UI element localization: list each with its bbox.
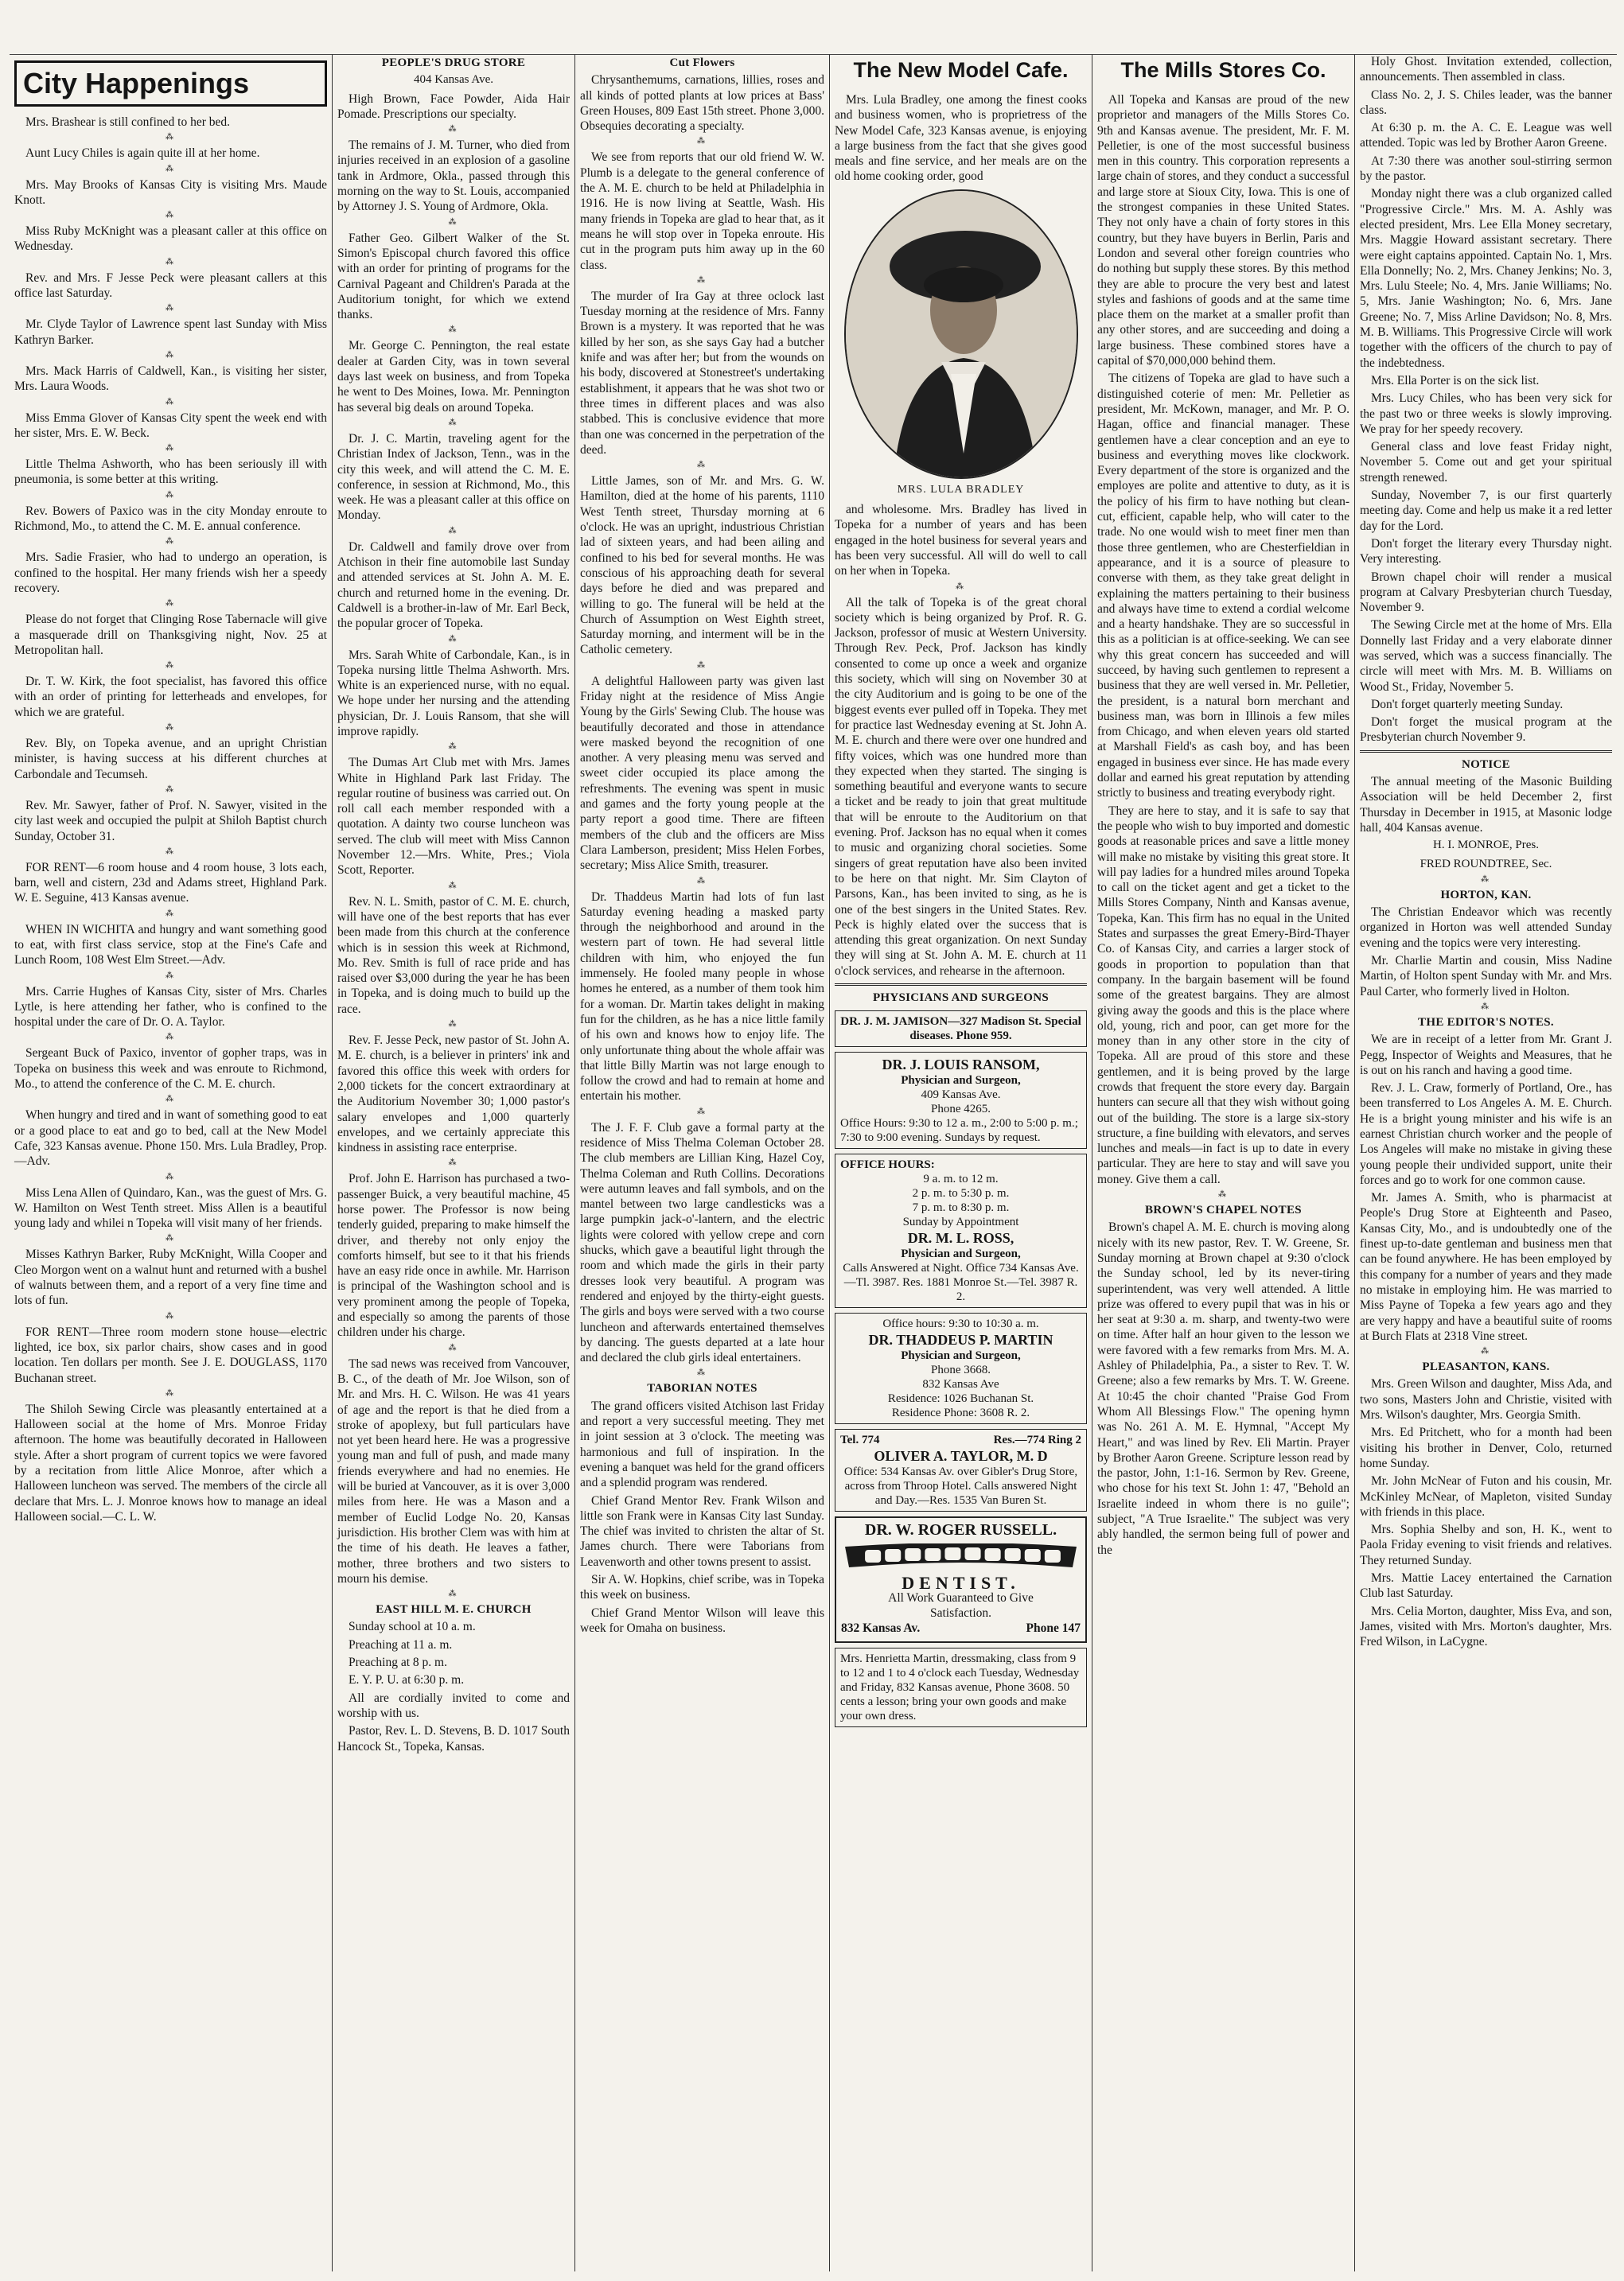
list-item: Prof. John E. Harrison has purchased a two-passenger Buick, a very beautiful machine, 45 horse power. The Professor is now being tenderly guided, preparing to make himself the driver, and thereby not only enjoy the comforts himself, but see to it that his friends have an easy ride once in awhile. Mr. Harrison is principal of the Washington school and is very prominent among the people of Topeka, and especially so among the parents of those children under his charge.: [337, 1172, 570, 1340]
list-item: Miss Emma Glover of Kansas City spent the week end with her sister, Mrs. E. W. Beck.: [14, 411, 327, 440]
ross-calls: Calls Answered at Night. Office 734 Kansas Ave.—Tl. 3987. Res. 1881 Monroe St.—Tel. 3987 R. 2.: [843, 1262, 1079, 1304]
list-item: 7 p. m. to 8:30 p. m.: [912, 1201, 1010, 1215]
mills-paragraph-3: They are here to stay, and it is safe to say that the people who wish to buy imported and domestic goods at reasonable prices and save a little money will make no mistake by visiting this great store. It will pay ladies for a hundred miles around Topeka to call on the ticket agent and get a ticket to the Mills Stores Company, Ninth and Kansas avenue, Topeka, Kan. This firm has no equal in the United States and surpasses the great Emery-Bird-Thayer Co. of Kansas City, and carries a larger stock of goods in proportion to population than that company. In the bargain basement will be found some of the greatest bargains. They are almost giving away the goods and this is the place where old, young, rich and poor, can get more for the money than in any other store in the city of Topeka. All are proud of this store and these gentlemen, and it is being proved by the large crowds that frequent the store every day. Bargain hunters can secure all that they wish without going out of the building. The store is a large six-story structure, a fine building with elevators, and serves lunches and meals—in fact is up to date in every particular. They are here to stay and will save you money. Give them a call.: [1097, 804, 1349, 1186]
list-item: Mrs. Sadie Frasier, who had to undergo an operation, is confined to the hospital. Her many friends wish her a speedy recovery.: [14, 551, 327, 595]
drug-store-heading: PEOPLE'S DRUG STORE: [381, 56, 526, 69]
portrait-illustration: [846, 191, 1077, 477]
ornament-separator: ⁂: [448, 881, 459, 890]
taborian-items: [580, 1399, 824, 1636]
list-item: Dr. Thaddeus Martin had lots of fun last Saturday evening heading a masked party through the neighborhood and around in the western part of town. He had several little children with him, who enjoyed the fun immensely. He fooled many people in whose homes he entered, as a number of them took him for a woman. Dr. Martin takes delight in making fun for the children, as he has a nice little family of his own and knows how to enjoy life. The only unfortunate thing about the whole affair was that little Billy Martin was not large enough to follow the crowd and had to remain at home and entertain his mother.: [580, 889, 824, 1104]
martin-address: 832 Kansas Ave: [922, 1378, 999, 1392]
list-item: Sergeant Buck of Paxico, inventor of gopher traps, was in Topeka on business this week and was enroute to Richmond, Mo., to attend the conference of the C. M. E. church.: [14, 1046, 327, 1092]
ross-title: Physician and Surgeon,: [901, 1248, 1021, 1261]
column-drug-store: [332, 54, 574, 2271]
list-item: A delightful Halloween party was given last Friday night at the residence of Miss Angie Young by the Girls' Sewing Club. The house was beautifully decorated and those in attendance were masked beyond the recognition of one another. A very pleasing menu was served and sweet cider occupied its place among the refreshments. The evening was spent in music and games and the forty young people at the party report a good time. There are fifteen members of the club and the officers are Miss Clara Lamberson, president; Miss Helen Forbes, secretary; Miss Alice Smith, treasurer.: [580, 674, 824, 873]
list-item: Rev. Bowers of Paxico was in the city Monday enroute to Richmond, Mo., to attend the C. M. E. annual conference.: [14, 504, 327, 534]
martin-name: DR. THADDEUS P. MARTIN: [868, 1332, 1053, 1349]
list-item: Dr. T. W. Kirk, the foot specialist, has favored this office with an order of printing for letterheads and envelopes, for which we are grateful.: [14, 675, 327, 719]
list-item: Monday night there was a club organized called "Progressive Circle." Mrs. M. A. Ashly was elected president, Mrs. Lee Ella Money secretary, Mrs. Maggie Howard assistant secretary. There were eight captains appointed. Captain No. 1, Mrs. Ella Donnelly; No. 2, Mrs. Chaney Jenkins; No. 3, Mrs. Lulu Steele; No. 4, Mrs. Janie Williams; No. 5, Mrs. Janie Washington; No. 6, Mrs. Jane Greene; No. 7, Miss Arline Davidson; No. 8, Mrs. M. B. Williams. This Progressive Circle will work together with the officers of the church to pay of the indebtedness.: [1360, 187, 1612, 370]
list-item: Preaching at 8 p. m.: [349, 1656, 447, 1670]
list-item: Don't forget the musical program at the Presbyterian church November 9.: [1360, 715, 1612, 745]
list-item: Dr. J. C. Martin, traveling agent for the Christian Index of Jackson, Tenn., was in the city this week, and will attend the C. M. E. conference, in session at Richmond, Mo., this week. He was a pleasant caller at this office on Monday.: [337, 431, 570, 523]
ornament-separator: ⁂: [166, 723, 176, 733]
pleasanton-items: [1360, 1376, 1612, 1649]
ornament-separator: ⁂: [956, 582, 966, 591]
ornament-separator: ⁂: [697, 275, 707, 285]
list-item: At 6:30 p. m. the A. C. E. League was well attended. Topic was led by Brother Aaron Greene.: [1360, 121, 1612, 150]
ransom-ad: [835, 1052, 1087, 1149]
list-item: The Shiloh Sewing Circle was pleasantly entertained at a Halloween social at the home of Mrs. Monroe Friday afternoon. The home was beautifully decorated in Halloween style. After a short program of current topics we were favored by a recitation from little Alice Monroe, after which a Halloween luncheon was served. The members of the circle all declare that Mrs. L. J. Monroe knows how to manage an ideal Halloween social.—C. L. W.: [14, 1402, 327, 1524]
ornament-separator: ⁂: [166, 133, 176, 142]
martin-hours: Office hours: 9:30 to 10:30 a. m.: [882, 1318, 1039, 1331]
list-item: Brown chapel choir will render a musical program at Calvary Presbyterian church Tuesday, November 9.: [1360, 570, 1612, 615]
ornament-separator: ⁂: [448, 217, 459, 227]
taylor-ad: [835, 1429, 1087, 1512]
ornament-separator: ⁂: [448, 1590, 459, 1599]
church-heading: EAST HILL M. E. CHURCH: [376, 1603, 532, 1617]
list-item: Mr. Charlie Martin and cousin, Miss Nadine Martin, of Holton spent Sunday with Mr. and Mrs. Paul Carter, who formerly lived in Holton.: [1360, 954, 1612, 998]
notice-signature-secretary: FRED ROUNDTREE, Sec.: [1420, 857, 1552, 870]
ross-name: DR. M. L. ROSS,: [907, 1230, 1015, 1247]
list-item: High Brown, Face Powder, Aida Hair Pomade. Prescriptions our specialty.: [337, 91, 570, 121]
list-item: Rev. and Mrs. F Jesse Peck were pleasant callers at this office last Saturday.: [14, 271, 327, 301]
notice-signature-president: H. I. MONROE, Pres.: [1433, 839, 1539, 852]
ornament-separator: ⁂: [166, 1033, 176, 1042]
cut-flowers-heading: Cut Flowers: [669, 56, 735, 69]
list-item: Mrs. Sarah White of Carbondale, Kan., is in Topeka nursing little Thelma Ashworth. Mrs. White is an experienced nurse, with no equal. We hope under her nursing and the attending physician, Dr. J. Louis Ransom, that she will improve rapidly.: [337, 648, 570, 738]
church-lines: [337, 1619, 570, 1754]
list-item: Chief Grand Mentor Rev. Frank Wilson and little son Frank were in Kansas City last Sunday. The chief was invited to christen the altar of St. James church. There were Taborians from Leavenworth and other towns present to assist.: [580, 1493, 824, 1569]
drug-store-address: 404 Kansas Ave.: [413, 73, 494, 87]
ornament-separator: ⁂: [448, 1158, 459, 1168]
list-item: Please do not forget that Clinging Rose Tabernacle will give a masquerade drill on Thanksgiving night, Nov. 25 at Metropolitan hall.: [14, 613, 327, 657]
list-item: We see from reports that our old friend W. W. Plumb is a delegate to the general conference of the A. M. E. church to be held at Philadelphia in 1916. He is now living at Seattle, Wash. His many friends in Topeka are glad to hear that, as it means he will stop over in Topeka enroute. His cut in the program puts him away up in the 60 class.: [580, 150, 824, 272]
ornament-separator: ⁂: [697, 461, 707, 470]
portrait-caption: MRS. LULA BRADLEY: [897, 483, 1025, 496]
list-item: Mrs. Mack Harris of Caldwell, Kan., is visiting her sister, Mrs. Laura Woods.: [14, 364, 327, 394]
ornament-separator: ⁂: [1481, 874, 1491, 884]
russell-contact: [841, 1621, 1081, 1636]
ornament-separator: ⁂: [166, 1311, 176, 1321]
column-mills-stores: [1092, 54, 1354, 2271]
list-item: General class and love feast Friday night, November 5. Come out and get your spiritual strength renewed.: [1360, 440, 1612, 485]
list-item: Mr. James A. Smith, who is pharmacist at People's Drug Store at Eighteenth and Paseo, Kansas City, Mo., and is undoubtedly one of the finest up-to-date gentleman and business men that can be found anywhere. He has been employed by this company for a number of years and they made no mistake in employing him. He was married to Miss Payne of Topeka a few years ago and they are very happy and have a beautiful suite of rooms at Burch Flats at 2318 Vine street.: [1360, 1191, 1612, 1343]
list-item: Class No. 2, J. S. Chiles leader, was the banner class.: [1360, 88, 1612, 117]
column-city-happenings: [10, 54, 332, 2271]
ornament-separator: ⁂: [166, 1234, 176, 1244]
ross-hours-head: OFFICE HOURS:: [840, 1158, 935, 1172]
list-item: Rev. Bly, on Topeka avenue, and an upright Christian minister, is having success at his different churches at Carbondale and Tecumseh.: [14, 737, 327, 781]
dentist-word: DENTIST.: [902, 1572, 1020, 1593]
ornament-separator: ⁂: [697, 1368, 707, 1378]
ransom-address: 409 Kansas Ave.: [921, 1088, 1001, 1102]
list-item: FOR RENT—6 room house and 4 room house, 3 lots each, barn, well and cistern, 23d and Adams street, Highland Park. W. E. Seguine, 413 Kansas avenue.: [14, 860, 327, 905]
list-item: The Christian Endeavor which was recently organized in Horton was well attended Sunday evening and the topics were very interesting.: [1360, 905, 1612, 950]
dressmaking-text: Mrs. Henrietta Martin, dressmaking, class from 9 to 12 and 1 to 4 o'clock each Tuesday, Wednesday and Friday, 832 Kansas avenue, Phone 3608. 50 cents a lesson; bring your own goods and make your own dress.: [840, 1652, 1080, 1722]
russell-dentist-ad: [835, 1516, 1087, 1642]
ornament-separator: ⁂: [1481, 1347, 1491, 1357]
russell-phone: Phone 147: [1026, 1621, 1081, 1636]
ornament-separator: ⁂: [448, 526, 459, 535]
cafe-continued: and wholesome. Mrs. Bradley has lived in Topeka for a number of years and has been engaged in the hotel business for several years and has been very successful. All will do well to call on her when in Topeka.: [835, 503, 1087, 578]
editor-notes-items: [1360, 1032, 1612, 1344]
list-item: Sunday school at 10 a. m.: [349, 1620, 476, 1634]
russell-name: DR. W. ROGER RUSSELL.: [864, 1521, 1057, 1539]
drug-store-items: [337, 91, 570, 1587]
ross-ad: [835, 1154, 1087, 1308]
ornament-separator: ⁂: [448, 125, 459, 134]
martin-title: Physician and Surgeon,: [901, 1349, 1021, 1363]
list-item: Mrs. Carrie Hughes of Kansas City, sister of Mrs. Charles Lytle, is here attending her father, who is confined to the hospital under the care of Dr. O. A. Taylor.: [14, 984, 327, 1030]
jamison-ad: [835, 1010, 1087, 1047]
ornament-separator: ⁂: [448, 742, 459, 752]
list-item: Sunday, November 7, is our first quarterly meeting day. Come and help us make it a red letter day for the Lord.: [1360, 489, 1612, 533]
mills-paragraph-2: The citizens of Topeka are glad to have such a distinguished coterie of men: Mr. Pelletier as president, Mr. McKown, manager, and Mr. P. O. Hagan, office and financial manager. These gentlemen have a clear conception and an eye to business and everything moves like clockwork. Every department of the store is organized and the employes are polite and attentive to duty, as it is the policy of his firm to have nothing but clean-cut, efficient, capable help, who will cater to the trade. No one would wish to meet finer men than those three gentlemen, who are Chesterfieldian in appearance, and it is a source of pleasure to converse with them, as they take great delight in explaining the matters pertaining to their business and always have time to extend a cordial welcome and a hearty handshake. They are so successful in this as a politician is at office-seeking. We can see why this great concern has succeeded and will succeed, by having such gentlemen to represent a business that they are well versed in. Mr. Pelletier, the president, is a natural born merchant and business man, was born in Illinois a few miles from Chicago, and when eleven years old started at Marshall Field's as cash boy, and has been engaged in business ever since. He has made every dollar and earned his great reputation by attending strictly to business and treating everybody right.: [1097, 372, 1349, 800]
taylor-name: OLIVER A. TAYLOR, M. D: [874, 1448, 1048, 1465]
teeth-icon: [841, 1543, 1081, 1571]
ransom-title: Physician and Surgeon,: [901, 1074, 1021, 1088]
list-item: Mrs. Lucy Chiles, who has been very sick for the past two or three weeks is slowly improving. We pray for her speedy recovery.: [1360, 391, 1612, 436]
list-item: We are in receipt of a letter from Mr. Grant J. Pegg, Inspector of Weights and Measures, that he is out on his ranch and having a good time.: [1360, 1033, 1612, 1077]
martin-residence-phone: Residence Phone: 3608 R. 2.: [891, 1407, 1030, 1420]
ornament-separator: ⁂: [166, 1388, 176, 1398]
list-item: Mrs. Ed Pritchett, who for a month had been visiting his brother in Denver, Colo, returned home Sunday.: [1360, 1426, 1612, 1470]
ornament-separator: ⁂: [166, 211, 176, 220]
ornament-separator: ⁂: [1218, 1190, 1229, 1200]
ornament-separator: ⁂: [697, 876, 707, 886]
martin-ad: [835, 1313, 1087, 1424]
list-item: Holy Ghost. Invitation extended, collection, announcements. Then assembled in class.: [1360, 55, 1612, 84]
new-model-cafe-title: The New Model Cafe.: [853, 58, 1069, 82]
list-item: Mrs. Green Wilson and daughter, Miss Ada, and two sons, Masters John and Christie, visited with Mrs. Wilson's daughter, Mrs. Georgia Smith.: [1360, 1377, 1612, 1423]
ornament-separator: ⁂: [166, 847, 176, 856]
dressmaking-ad: [835, 1648, 1087, 1727]
newspaper-page: [10, 32, 1617, 2271]
chapel-continued-items: [1360, 54, 1612, 745]
martin-phone: Phone 3668.: [931, 1364, 991, 1377]
list-item: The Sewing Circle met at the home of Mrs. Ella Donnelly last Friday and a very elaborate dinner was served, which was a success financially. The circle will meet with Mrs. M. B. Williams on Wood St., Friday, November 5.: [1360, 618, 1612, 694]
list-item: Rev. F. Jesse Peck, new pastor of St. John A. M. E. church, is a believer in printers' ink and favored this office this week with orders for 2,000 tickets for the concert extraordinary at the Auditorium November 30; 1,000 pastor's salary envelopes and 1,000 quarterly envelopes, and we certainly appreciate this kindness in assisting race enterprise.: [337, 1033, 570, 1155]
ornament-separator: ⁂: [448, 1343, 459, 1353]
russell-line1: All Work Guaranteed to Give: [888, 1590, 1034, 1605]
ornament-separator: ⁂: [166, 909, 176, 918]
ornament-separator: ⁂: [166, 350, 176, 360]
list-item: The sad news was received from Vancouver, B. C., of the death of Mr. Joe Wilson, son of Mr. and Mrs. H. C. Wilson. He was 41 years of age and the report is that he died from a stroke of apoplexy, but full particulars have not yet been heard here. He was a progressive young man and full of push, and made many friends everywhere and had no enemies. He will be buried at Vancouver, as it is over 3,000 miles from here. He was a Mason and a member of Euclid Lodge No. 20, Kansas jurisdiction. His brother Clem was with him at the time of his death. He leaves a father, mother, three brothers and two sisters to mourn his demise.: [337, 1357, 570, 1586]
portrait-image: [844, 189, 1078, 479]
notice-text: The annual meeting of the Masonic Building Association will be held December 2, first Thursday in December in 1915, at Masonic lodge hall, 404 Kansas avenue.: [1360, 775, 1612, 835]
mills-paragraph-1: All Topeka and Kansas are proud of the new proprietor and managers of the Mills Stores Co. 9th and Kansas avenue. The president, Mr. F. M. Pelletier, is one of the most successful business men in this country. This corporation represents a large chain of stores, and they conduct a successful and large store at Sioux City, Iowa. This is one of the strongest companies in these United States. They not only have a chain of forty stores in this country, but they have buyers in Berlin, Paris and London and several other foreign countries who do nothing but supply these stores. By this method they are able to procure the very best and latest styles and fashions of goods and at the same time place them on the market at a smaller profit than any other stores, and are succeeding and doing a large business. These combined stores have a capital of $70,000,000 behind them.: [1097, 93, 1349, 368]
ornament-separator: ⁂: [448, 325, 459, 335]
list-item: Don't forget the literary every Thursday night. Very interesting.: [1360, 536, 1612, 566]
taylor-office: Office: 534 Kansas Av. over Gibler's Drug Store, across from Throop Hotel. Calls answered Night and Day.—Res. 1535 Van Buren St.: [843, 1466, 1078, 1508]
horton-heading: HORTON, KAN.: [1440, 888, 1532, 901]
list-item: Aunt Lucy Chiles is again quite ill at her home.: [25, 146, 260, 161]
ransom-name: DR. J. LOUIS RANSOM,: [882, 1057, 1040, 1073]
list-item: Miss Lena Allen of Quindaro, Kan., was the guest of Mrs. G. W. Hamilton on West Tenth street. Miss Allen is a beautiful young lady and whilei n Topeka will visit many of her friends.: [14, 1185, 327, 1231]
list-item: Mrs. Ella Porter is on the sick list.: [1371, 373, 1540, 387]
list-item: Mr. Clyde Taylor of Lawrence spent last Sunday with Miss Kathryn Barker.: [14, 317, 327, 347]
ornament-separator: ⁂: [166, 304, 176, 313]
list-item: Pastor, Rev. L. D. Stevens, B. D. 1017 South Hancock St., Topeka, Kansas.: [337, 1724, 570, 1754]
ornament-separator: ⁂: [166, 397, 176, 407]
ross-sunday: Sunday by Appointment: [902, 1216, 1019, 1229]
list-item: All are cordially invited to come and worship with us.: [337, 1691, 570, 1720]
city-happenings-items: [14, 115, 327, 1524]
list-item: Mrs. Sophia Shelby and son, H. K., went to Paola Friday evening to visit friends and relatives. They returned Sunday.: [1360, 1523, 1612, 1567]
ornament-separator: ⁂: [166, 784, 176, 794]
list-item: Little Thelma Ashworth, who has been seriously ill with pneumonia, is some better at this writing.: [14, 457, 327, 487]
ornament-separator: ⁂: [697, 137, 707, 146]
list-item: Dr. Caldwell and family drove over from Atchison in their fine automobile last Sunday and attended services at St. John A. M. E. church and returned home in the evening. Dr. Caldwell is a brother-in-law of Mr. Earl Beck, the popular grocer of Topeka.: [337, 539, 570, 631]
ransom-phone: Phone 4265.: [931, 1103, 991, 1116]
list-item: WHEN IN WICHITA and hungry and want something good to eat, with first class service, stop at the Fine's Cafe and Lunch Room, 108 West Elm Street.—Adv.: [14, 922, 327, 967]
ornament-separator: ⁂: [166, 661, 176, 671]
ornament-separator: ⁂: [448, 634, 459, 644]
browns-chapel-text: Brown's chapel A. M. E. church is moving along nicely with its new pastor, Rev. T. W. Greene, Sr. Sunday morning at Brown chapel at 9:30 o'clock the Sunday school, led by its never-tiring superintendent, was very well attended. A little prize was offered to every pupil that was in his or her seat at 9:30 a. m. sharp, and twenty-two were on time. After half an hour given to the lesson we were favored with a few remarks from Mrs. M. A. Ashley of Philadelphia, Pa., a sister to Rev. T. W. Greene; also a few remarks by Mrs. T. W. Greene. At 10:45 the choir chanted "Praise God From Whom All Blessings Flow." The opening hymn was No. 261 A. M. E. Hymnal, "Accept My Heart," and was lined by Rev. Eli Martin. Prayer by Brother Aaron Greene. Scripture lesson read by the pastor, John, 1:1-16. Sermon by Rev. Greene, who chose for his text St. John 1: 47, "Behold an Israelite indeed in whom there is no guile"; subject, "A True Israelite." The subject was very ably handled, the sermon being full of power and the: [1097, 1220, 1349, 1557]
cut-flowers-items: [580, 72, 824, 1365]
list-item: Rev. Mr. Sawyer, father of Prof. N. Sawyer, visited in the city last week and occupied the pulpit at Shiloh Baptist church Sunday, October 31.: [14, 798, 327, 843]
taylor-tel: Tel. 774: [840, 1434, 880, 1447]
list-item: Mrs. May Brooks of Kansas City is visiting Mrs. Maude Knott.: [14, 177, 327, 207]
top-rule: [10, 32, 1617, 55]
ross-hours: [840, 1172, 1081, 1215]
taylor-phones: [840, 1433, 1081, 1447]
horton-items: [1360, 905, 1612, 999]
cafe-lead: Mrs. Lula Bradley, one among the finest cooks and business women, who is proprietress of the New Model Cafe, 323 Kansas avenue, is enjoying a large business from the fact that she gives good meals and fine service, and her meals are on the old home cooking order, good: [835, 93, 1087, 184]
list-item: Rev. J. L. Craw, formerly of Portland, Ore., has been transferred to Los Angeles A. M. E. Church. He is a bright young minister and his wife is an earnest Christian church worker and the people of Los Angeles will make no mistake in giving these young people their undivided support, unite their forces and go to work for one common cause.: [1360, 1081, 1612, 1187]
taborian-heading: TABORIAN NOTES: [647, 1382, 757, 1395]
column-notices: [1354, 54, 1617, 2271]
city-happenings-masthead: City Happenings: [14, 60, 327, 107]
list-item: E. Y. P. U. at 6:30 p. m.: [349, 1673, 465, 1687]
russell-address: 832 Kansas Av.: [841, 1621, 921, 1636]
list-item: Don't forget quarterly meeting Sunday.: [1371, 697, 1564, 711]
ornament-separator: ⁂: [448, 1020, 459, 1030]
list-item: Father Geo. Gilbert Walker of the St. Simon's Episcopal church favored this office with an order for printing of programs for the Carnival Pageant and Children's Parada at the Auditorium tonight, for which we extend thanks.: [337, 231, 570, 322]
mills-stores-title: The Mills Stores Co.: [1120, 58, 1326, 82]
list-item: The remains of J. M. Turner, who died from injuries received in an explosion of a gasoline tank in Ardmore, Okla., passed through this morning on the way to St. Louis, accompanied by Attorney J. S. Young of Ardmore, Okla.: [337, 138, 570, 214]
taylor-res: Res.—774 Ring 2: [993, 1434, 1081, 1447]
ornament-separator: ⁂: [166, 257, 176, 267]
jamison-ad-text: DR. J. M. JAMISON—327 Madison St. Special diseases. Phone 959.: [840, 1015, 1081, 1043]
list-item: The Dumas Art Club met with Mrs. James White in Highland Park last Friday. The regular routine of business was carried out. On roll call each member responded with a quotation. A dainty two course luncheon was served. The club will meet with Miss Cannon November 12.—Mrs. White, Pres.; Viola Scott, Reporter.: [337, 756, 570, 878]
double-rule: [835, 983, 1087, 986]
ornament-separator: ⁂: [166, 537, 176, 547]
list-item: Mr. John McNear of Futon and his cousin, Mr. McKinley McNear, of Mapleton, visited Sunday with friends in this place.: [1360, 1474, 1612, 1519]
ornament-separator: ⁂: [1481, 1002, 1491, 1011]
column-cut-flowers: [574, 54, 829, 2271]
ornament-separator: ⁂: [697, 1107, 707, 1116]
list-item: FOR RENT—Three room modern stone house—electric lighted, ice box, six parlor chairs, show cases and in good location. Ten dollars per month. See J. E. DOUGLASS, 1170 Buchanan street.: [14, 1325, 327, 1385]
list-item: Mrs. Mattie Lacey entertained the Carnation Club last Saturday.: [1360, 1571, 1612, 1601]
ornament-separator: ⁂: [166, 444, 176, 453]
ornament-separator: ⁂: [448, 418, 459, 427]
physicians-heading: PHYSICIANS AND SURGEONS: [872, 991, 1050, 1004]
editor-notes-heading: THE EDITOR'S NOTES.: [1418, 1015, 1554, 1029]
choral-society-article: All the talk of Topeka is of the great choral society which is being organized by Prof. R. G. Jackson, professor of music at Western University. Through Rev. Peck, Prof. Jackson has kindly consented to come up once a week and organize this society, which will sing on November 30 at the city Auditorium and is going to be one of the biggest events ever pulled off in Topeka. They met for practice last Wednesday evening at St. John A. M. E. church and there were over one hundred and fifty voices, which was one hundred more than they expected when they started. The singing is something beautiful and everyone wants to secure a ticket and be ready to join that great multitude that will be enroute to the Auditorium on that evening. Prof. Jackson has no equal when it comes to music and organizing choral societies. Some singers of great reputation have also been invited to be here on that night. Mr. Sim Clayton of Parsons, Kan., has been invited to sing, as he is one of the best singers in the United States. Rev. Peck is highly elated over the success that is attending this great organization. On next Sunday they will sing at St. John A. M. E. church at 11 o'clock services, and rehearse in the afternoon.: [835, 595, 1087, 978]
list-item: Mr. George C. Pennington, the real estate dealer at Garden City, was in town several days last week on business, and from Topeka he went to Des Moines, Iowa. Mr. Pennington has several big deals on around Topeka.: [337, 339, 570, 415]
list-item: Sir A. W. Hopkins, chief scribe, was in Topeka this week on business.: [580, 1573, 824, 1602]
list-item: At 7:30 there was another soul-stirring sermon by the pastor.: [1360, 154, 1612, 184]
ornament-separator: ⁂: [166, 490, 176, 500]
ransom-hours: Office Hours: 9:30 to 12 a. m., 2:00 to 5:00 p. m.; 7:30 to 9:00 evening. Sundays by request.: [840, 1117, 1078, 1145]
ornament-separator: ⁂: [166, 164, 176, 173]
notice-heading: NOTICE: [1462, 757, 1510, 771]
ornament-separator: ⁂: [166, 599, 176, 609]
list-item: Misses Kathryn Barker, Ruby McKnight, Willa Cooper and Cleo Morgon went on a walnut hunt and returned with a bushel of walnuts between them, and a report of a very fine time and lots of fun.: [14, 1248, 327, 1308]
list-item: The J. F. F. Club gave a formal party at the residence of Miss Thelma Coleman October 28. The club members are Lillian King, Hazel Coy, Thelma Coleman and Ruth Collins. Decorations were autumn leaves and fall symbols, and on the mantel between two large candlesticks was a large pumpkin jack-o'-lantern, and the electric lights were colored with yellow crepe and corn shucks, which gave a beautiful light through the room and which made the girls in their party dresses look very beautiful. A program was rendered and enjoyed by the thirty-eight guests. The girls and boys were served with a two course luncheon and afterwards entertained themselves by dancing. The guests departed at a late hour and declared the club girls ideal entertainers.: [580, 1120, 824, 1365]
list-item: 9 a. m. to 12 m.: [923, 1173, 999, 1186]
pleasanton-heading: PLEASANTON, KANS.: [1422, 1360, 1550, 1374]
browns-chapel-heading: BROWN'S CHAPEL NOTES: [1145, 1204, 1302, 1217]
list-item: Little James, son of Mr. and Mrs. G. W. Hamilton, died at the home of his parents, 1110 West Tenth street, Thursday morning at 6 o'clock. He was an upright, industrious Christian lad of sixteen years, and had been ailing and confined to his bed for several months. He was conscious of his approaching death for several days before he died and was prepared and willing to go. The funeral will be held at the Church of Assumption on West Eighth street, Saturday morning, and interment will be in the Catholic cemetery.: [580, 474, 824, 657]
list-item: Preaching at 11 a. m.: [349, 1637, 453, 1652]
list-item: Chrysanthemums, carnations, lillies, roses and all kinds of potted plants at low prices at Bass' Green Houses, 809 East 15th street. Phone 3,000. Obsequies decorating a specialty.: [580, 73, 824, 134]
list-item: 2 p. m. to 5:30 p. m.: [912, 1187, 1010, 1201]
double-rule: [1360, 750, 1612, 753]
martin-residence: Residence: 1026 Buchanan St.: [887, 1392, 1034, 1406]
ornament-separator: ⁂: [166, 1172, 176, 1181]
list-item: Mrs. Celia Morton, daughter, Miss Eva, and son, James, visited with Mrs. Morton's daughter, Mrs. Fred Wilson, in LaCygne.: [1360, 1604, 1612, 1649]
russell-line2: Satisfaction.: [929, 1606, 992, 1621]
ornament-separator: ⁂: [166, 1095, 176, 1104]
list-item: Miss Ruby McKnight was a pleasant caller at this office on Wednesday.: [14, 224, 327, 254]
list-item: Rev. N. L. Smith, pastor of C. M. E. church, will have one of the best reports that has ever been made from this church at the conference which is in session this week at Richmond, Mo. Rev. Smith is full of race pride and has raised over $3,000 during the year he has been in Topeka, and is doing much to build up the race.: [337, 894, 570, 1016]
ornament-separator: ⁂: [697, 660, 707, 670]
list-item: Chief Grand Mentor Wilson will leave this week for Omaha on business.: [580, 1606, 824, 1635]
list-item: The murder of Ira Gay at three oclock last Tuesday morning at the residence of Mrs. Fanny Brown is a mystery. It was reported that he was killed by her son, as she says Gay had a butcher knife and was after her; but from the wounds on his body, discovered at Stonestreet's undertaking establishment, it appears that he was shot two or three times in different places and was also stabbed. This is conclusive evidence that more than one was concerned in the perpetration of the deed.: [580, 289, 824, 457]
list-item: Mrs. Brashear is still confined to her bed.: [25, 115, 230, 129]
list-item: When hungry and tired and in want of something good to eat or a good place to eat and go to bed, call at the New Model Cafe, 323 Kansas avenue. Phone 150. Mrs. Lula Bradley, Prop.—Adv.: [14, 1108, 327, 1169]
column-new-model-cafe: [829, 54, 1092, 2271]
list-item: The grand officers visited Atchison last Friday and report a very successful meeting. They met in joint session at 3 o'clock. The meeting was harmonious and full of inspiration. In the evening a banquet was held for the grand officers and a splendid program was rendered.: [580, 1399, 824, 1490]
ornament-separator: ⁂: [166, 971, 176, 980]
